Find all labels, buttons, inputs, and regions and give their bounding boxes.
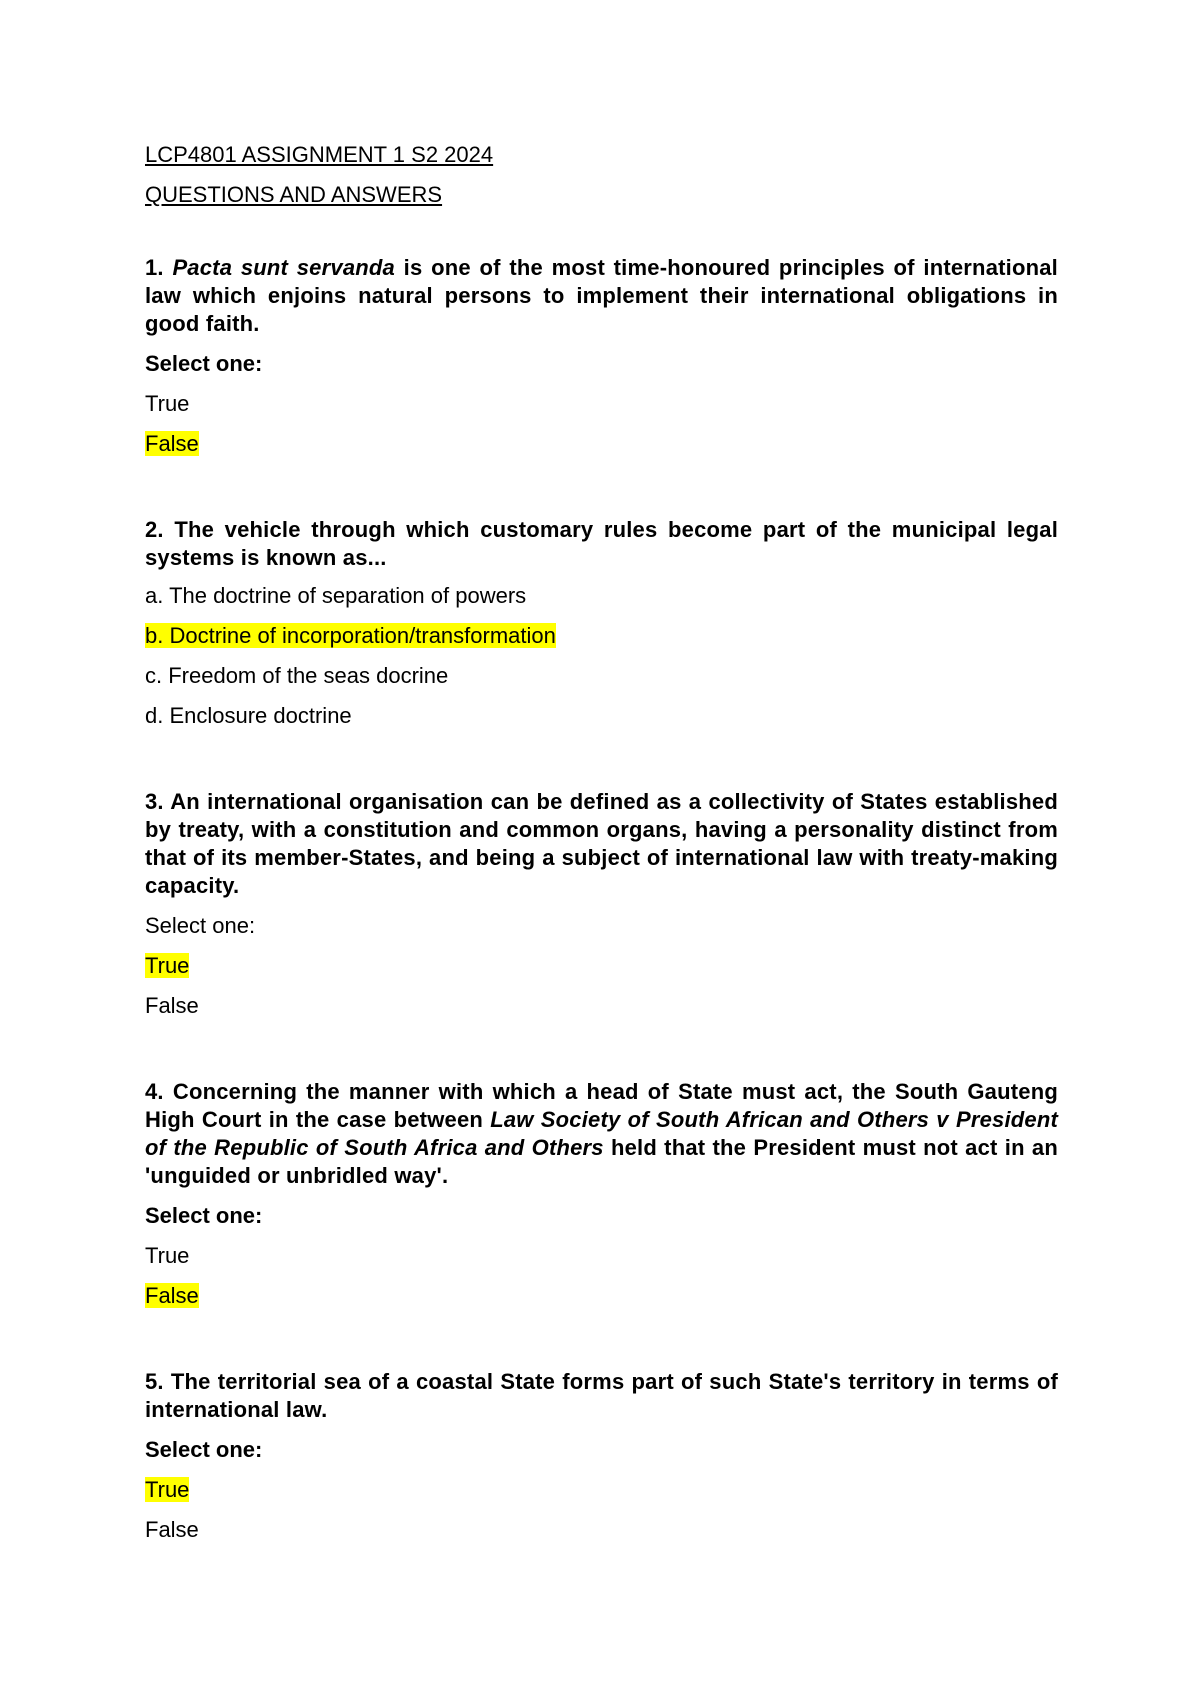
option-true[interactable] [145,952,1058,980]
option-a[interactable] [145,582,1058,610]
question-text: is one of the most time-honoured principles of international law which enjoins natural persons to implement their international obligations in good faith. [145,255,1058,336]
question-italic-text: Pacta sunt servanda [172,255,395,280]
question-text: The vehicle through which customary rules become part of the municipal legal systems is known as... [145,517,1059,570]
question-4 [145,1078,1058,1310]
question-text-part2: held that the President must not act in an 'unguided or unbridled way'. [145,1135,1058,1188]
case-name-italic: Law Society of South African and Others v President of the Republic of South Africa and Others [145,1107,1058,1160]
question-number: 5. [145,1369,164,1394]
option-label: c. Freedom of the seas docrine [145,663,449,688]
option-label: False [145,993,199,1018]
option-label: False [145,1517,199,1542]
question-text: An international organisation can be defined as a collectivity of States established by treaty, with a constitution and common organs, having a personality distinct from that of its member-States, and being a subject of international law with treaty-making capacity. [145,789,1058,898]
question-2-text [145,516,1058,572]
question-3-text [145,788,1058,900]
question-1 [145,254,1058,458]
document-subtitle: QUESTIONS AND ANSWERS [145,182,443,207]
select-one-prompt: Select one: [145,1437,263,1462]
option-label: d. Enclosure doctrine [145,703,352,728]
question-number: 2. [145,517,164,542]
question-2 [145,516,1058,730]
option-label: True [145,391,190,416]
question-number: 4. [145,1079,164,1104]
option-b[interactable] [145,622,1058,650]
option-label-selected: b. Doctrine of incorporation/transformation [145,623,556,648]
option-label-selected: False [145,1283,199,1308]
option-label-selected: True [145,1477,190,1502]
option-true[interactable] [145,390,1058,418]
option-true[interactable] [145,1242,1058,1270]
option-label: True [145,1243,190,1268]
option-false[interactable] [145,1516,1058,1544]
option-false[interactable] [145,992,1058,1020]
option-label-selected: False [145,431,199,456]
option-true[interactable] [145,1476,1058,1504]
select-one-prompt: Select one: [145,351,263,376]
option-d[interactable] [145,702,1058,730]
question-4-text [145,1078,1058,1190]
select-one-prompt: Select one: [145,913,256,938]
question-5-text [145,1368,1058,1424]
document-title: LCP4801 ASSIGNMENT 1 S2 2024 [145,142,494,167]
option-label: a. The doctrine of separation of powers [145,583,527,608]
select-one-prompt: Select one: [145,1203,263,1228]
document-page [145,140,1058,1544]
question-1-text [145,254,1058,338]
question-text: The territorial sea of a coastal State forms part of such State's territory in terms of international law. [145,1369,1058,1422]
question-text-part1: Concerning the manner with which a head of State must act, the South Gauteng High Court in the case between [145,1079,1058,1132]
option-false[interactable] [145,430,1058,458]
option-false[interactable] [145,1282,1058,1310]
option-label-selected: True [145,953,190,978]
question-number: 3. [145,789,164,814]
question-number: 1. [145,255,164,280]
question-5 [145,1368,1058,1544]
question-3 [145,788,1058,1020]
option-c[interactable] [145,662,1058,690]
